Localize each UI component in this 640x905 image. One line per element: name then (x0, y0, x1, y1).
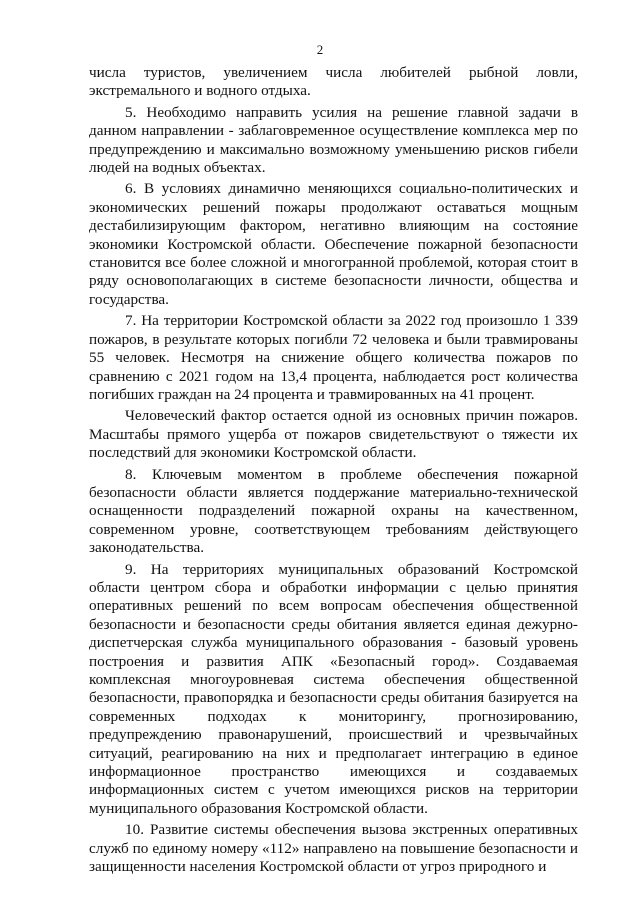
paragraph-9: 9. На территориях муниципальных образований Костромской области центром сбора и обработки информации с целью принятия оперативных решений по всем вопросам обеспечения общественной безопасности и безопасности среды обитания является единая дежурно-диспетчерская служба муниципального образования - базовый уровень построения и развития АПК «Безопасный город». Создаваемая комплексная многоуровневая система обеспечения общественной безопасности, правопорядка и безопасности среды обитания базируется на современных подходах к мониторингу, прогнозированию, предупреждению правонарушений, происшествий и чрезвычайных ситуаций, реагированию на них и предполагает интеграцию в единое информационное пространство имеющихся и создаваемых информационных систем с учетом имеющихся рисков на территории муниципального образования Костромской области. (89, 560, 578, 817)
page-number: 2 (316, 42, 324, 57)
paragraph-8: 8. Ключевым моментом в проблеме обеспечения пожарной безопасности области является поддержание материально-технической оснащенности подразделений пожарной охраны на качественном, современном уровне, соответствующем требованиям действующего законодательства. (89, 465, 578, 557)
paragraph-7: 7. На территории Костромской области за 2022 год произошло 1 339 пожаров, в результате которых погибли 72 человека и были травмированы 55 человек. Несмотря на снижение общего количества пожаров по сравнению с 2021 годом на 13,4 процента, наблюдается рост количества погибших граждан на 24 процента и травмированных на 41 процент. (89, 312, 578, 403)
paragraph-10: 10. Развитие системы обеспечения вызова экстренных оперативных служб по единому номеру «112» направлено на повышение безопасности и защищенности населения Костромской области от угроз природного и (89, 821, 578, 876)
paragraph-human-factor: Человеческий фактор остается одной из основных причин пожаров. Масштабы прямого ущерба от пожаров свидетельствуют о тяжести их последствий для экономики Костромской области. (89, 407, 578, 462)
paragraph-continuation: числа туристов, увеличением числа любителей рыбной ловли, экстремального и водного отдыха. (89, 64, 578, 100)
paragraph-5: 5. Необходимо направить усилия на решение главной задачи в данном направлении - заблаговременное осуществление комплекса мер по предупреждению и максимально возможному уменьшению рисков гибели людей на водных объектах. (89, 103, 578, 177)
document-body (89, 64, 578, 879)
paragraph-6: 6. В условиях динамично меняющихся социально-политических и экономических решений пожары продолжают оставаться мощным дестабилизирующим фактором, негативно влияющим на состояние экономики Костромской области. Обеспечение пожарной безопасности становится все более сложной и многогранной проблемой, которая стоит в ряду основополагающих в системе безопасности личности, общества и государства. (89, 180, 578, 308)
